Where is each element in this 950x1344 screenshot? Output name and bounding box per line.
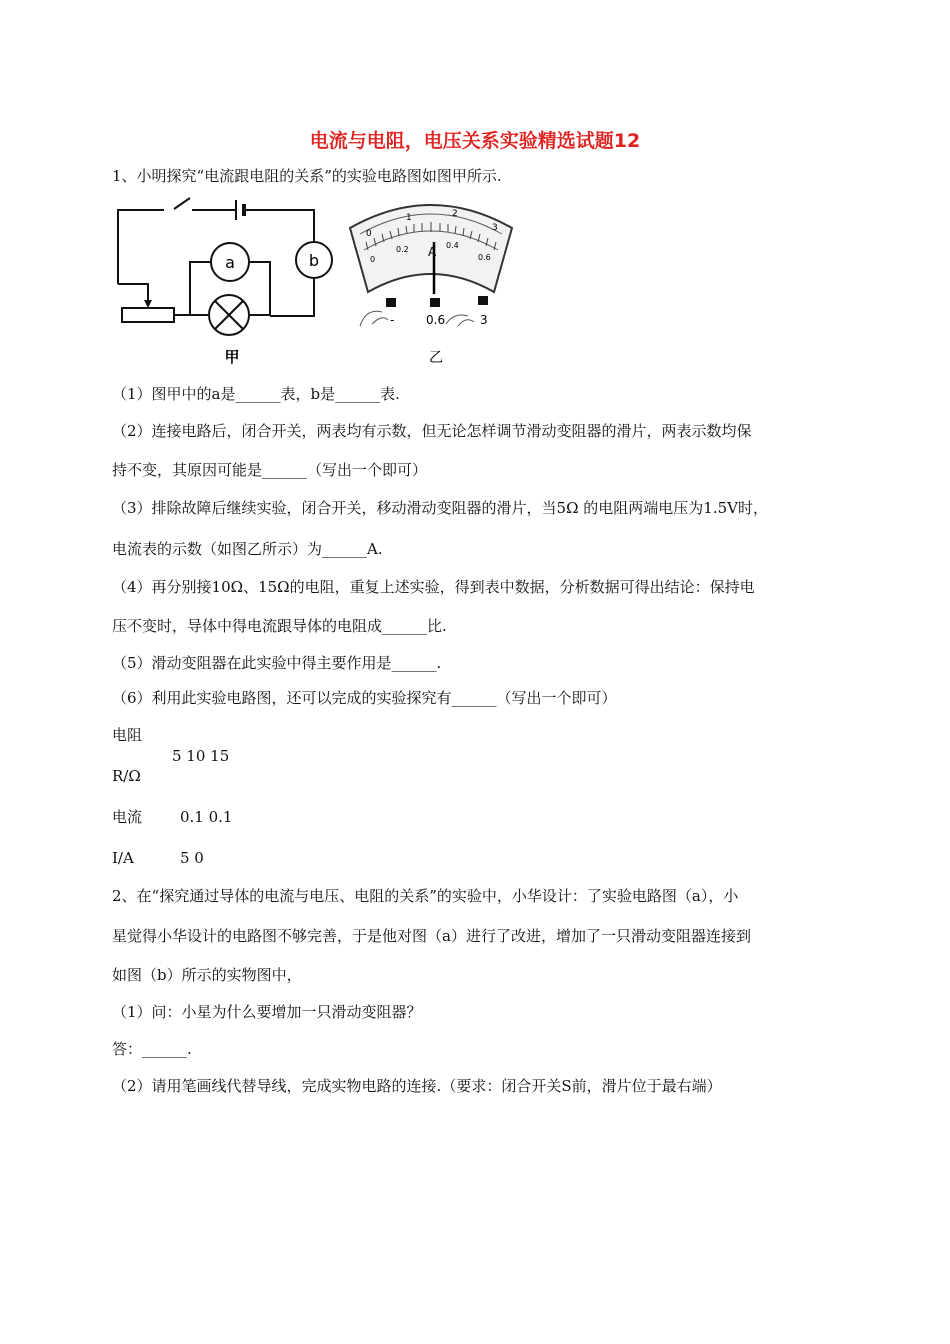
scale-bottom-02: 0.2	[396, 245, 409, 254]
page-title: 电流与电阻，电压关系实验精选试题12	[309, 130, 641, 152]
scale-top-1: 1	[406, 213, 412, 223]
q1-part1: （1）图甲中的a是______表，b是______表.	[112, 385, 400, 403]
q2-part1: （1）问：小星为什么要增加一只滑动变阻器？	[112, 1003, 422, 1021]
table-row1-label: 电阻	[112, 726, 143, 744]
terminal-3: 3	[480, 313, 488, 327]
q1-part6: （6）利用此实验电路图，还可以完成的实验探究有______（写出一个即可）	[112, 689, 617, 707]
table-row1-unit: R/Ω	[112, 767, 141, 785]
q1-part4-line1: （4）再分别接10Ω、15Ω的电阻，重复上述实验，得到表中数据，分析数据可得出结论：保持电	[112, 578, 755, 596]
meter-a-label: a	[225, 253, 235, 272]
circuit-diagram-jia	[108, 196, 338, 368]
table-row3-unit: I/A	[112, 849, 134, 867]
terminal-0-6: 0.6	[426, 313, 446, 327]
figure-caption-jia: 甲	[224, 348, 240, 366]
scale-top-2: 2	[452, 209, 458, 219]
q1-part3-line1: （3）排除故障后继续实验，闭合开关，移动滑动变阻器的滑片，当5Ω 的电阻两端电压为1.5V时，	[112, 499, 768, 517]
table-row3-values: 5 0	[180, 849, 204, 867]
scale-top-3: 3	[492, 223, 498, 233]
terminal-minus: -	[390, 313, 395, 327]
table-row2-label: 电流	[112, 808, 143, 826]
figure-caption-yi: 乙	[429, 350, 443, 366]
ammeter-dial-yi	[342, 196, 520, 368]
scale-bottom-0: 0	[370, 255, 376, 264]
q2-part2: （2）请用笔画线代替导线，完成实物电路的连接.（要求：闭合开关S前，滑片位于最右端）	[112, 1077, 722, 1095]
table-row1-values: 5 10 15	[172, 747, 230, 765]
scale-top-0: 0	[366, 229, 372, 239]
scale-bottom-04: 0.4	[446, 241, 459, 250]
q2-intro-line1: 2、在“探究通过导体的电流与电压、电阻的关系”的实验中，小华设计：了实验电路图（a），小	[112, 887, 739, 905]
table-row2-values: 0.1 0.1	[180, 808, 233, 826]
q1-part2-line1: （2）连接电路后，闭合开关，两表均有示数，但无论怎样调节滑动变阻器的滑片，两表示数均保	[112, 422, 752, 440]
q2-intro-line3: 如图（b）所示的实物图中，	[112, 966, 302, 984]
meter-b-label: b	[308, 251, 320, 270]
q1-part3-line2: 电流表的示数（如图乙所示）为______A.	[112, 540, 383, 558]
q2-answer: 答：______.	[112, 1040, 192, 1058]
scale-bottom-06: 0.6	[478, 253, 491, 262]
q1-intro: 1、小明探究“电流跟电阻的关系”的实验电路图如图甲所示.	[112, 167, 502, 185]
dial-unit: A	[428, 245, 437, 259]
q1-part4-line2: 压不变时，导体中得电流跟导体的电阻成______比.	[112, 617, 447, 635]
q2-intro-line2: 星觉得小华设计的电路图不够完善，于是他对图（a）进行了改进，增加了一只滑动变阻器连接到	[112, 927, 751, 945]
q1-part5: （5）滑动变阻器在此实验中得主要作用是______.	[112, 654, 442, 672]
q1-part2-line2: 持不变，其原因可能是______（写出一个即可）	[112, 461, 428, 479]
